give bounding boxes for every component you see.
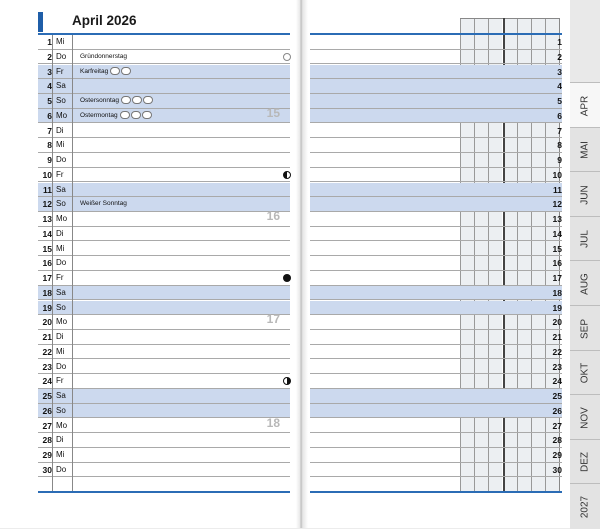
day-number: 9 bbox=[557, 155, 562, 165]
day-row[interactable] bbox=[38, 50, 290, 65]
notes-row[interactable] bbox=[310, 79, 562, 94]
day-number: 22 bbox=[42, 346, 52, 357]
region-badge bbox=[121, 96, 131, 104]
month-tab-label: SEP bbox=[579, 318, 591, 339]
day-number: 23 bbox=[42, 361, 52, 372]
day-row[interactable] bbox=[38, 79, 290, 94]
day-number: 30 bbox=[42, 464, 52, 475]
notes-row[interactable] bbox=[310, 183, 562, 198]
month-tab-apr[interactable] bbox=[570, 82, 600, 128]
number-divider bbox=[52, 35, 53, 492]
day-number: 24 bbox=[42, 376, 52, 387]
month-tab-label: NOV bbox=[579, 406, 591, 429]
month-tab-label: DEZ bbox=[579, 452, 591, 473]
notes-row[interactable] bbox=[310, 389, 562, 404]
notes-row[interactable] bbox=[310, 242, 562, 257]
weekday-label: Mo bbox=[56, 317, 68, 327]
notes-row[interactable] bbox=[310, 109, 562, 124]
day-number: 9 bbox=[47, 155, 52, 165]
day-row[interactable] bbox=[38, 197, 290, 212]
day-row[interactable] bbox=[38, 271, 290, 286]
region-badge bbox=[131, 111, 141, 119]
day-number: 21 bbox=[552, 332, 562, 342]
weekday-label: So bbox=[56, 302, 66, 312]
day-number: 8 bbox=[47, 140, 52, 151]
weekday-label: Sa bbox=[56, 184, 66, 194]
day-number: 15 bbox=[552, 243, 562, 254]
day-number: 2 bbox=[47, 51, 52, 62]
day-number: 25 bbox=[42, 391, 52, 401]
notes-row[interactable] bbox=[310, 301, 562, 316]
day-row[interactable] bbox=[38, 448, 290, 463]
notes-row[interactable] bbox=[310, 463, 562, 478]
notes-row[interactable] bbox=[310, 138, 562, 153]
day-row[interactable] bbox=[38, 463, 290, 478]
day-number: 16 bbox=[42, 258, 52, 269]
region-badge bbox=[121, 67, 131, 75]
day-number: 29 bbox=[42, 450, 52, 460]
weekday-label: Di bbox=[56, 435, 64, 445]
weekday-label: Do bbox=[56, 155, 67, 164]
day-number: 22 bbox=[552, 346, 562, 357]
day-row[interactable] bbox=[38, 209, 290, 227]
day-number: 26 bbox=[552, 405, 562, 416]
moon-phase-icon bbox=[283, 377, 291, 385]
notes-row[interactable] bbox=[310, 433, 562, 448]
day-number: 5 bbox=[557, 96, 562, 106]
day-number: 26 bbox=[42, 405, 52, 416]
day-number: 27 bbox=[42, 420, 52, 431]
day-number: 12 bbox=[552, 199, 562, 210]
day-number: 14 bbox=[552, 228, 562, 239]
notes-row[interactable] bbox=[310, 50, 562, 65]
region-badge bbox=[132, 96, 142, 104]
weekday-label: So bbox=[56, 199, 66, 209]
day-row[interactable] bbox=[38, 433, 290, 448]
day-row[interactable] bbox=[38, 168, 290, 183]
notes-row[interactable] bbox=[310, 286, 562, 301]
day-number: 1 bbox=[557, 37, 562, 47]
day-number: 11 bbox=[553, 184, 562, 195]
notes-row[interactable] bbox=[310, 212, 562, 227]
weekday-label: Di bbox=[56, 125, 64, 135]
day-number: 3 bbox=[47, 66, 52, 77]
month-tab-mai[interactable] bbox=[570, 127, 600, 173]
day-row[interactable] bbox=[38, 242, 290, 257]
holiday-region-badges bbox=[121, 94, 154, 109]
weekday-label: Do bbox=[56, 361, 67, 371]
month-tab-sep[interactable] bbox=[570, 305, 600, 351]
notes-row[interactable] bbox=[310, 360, 562, 375]
notes-row[interactable] bbox=[310, 35, 562, 50]
region-badge bbox=[110, 67, 120, 75]
month-tab-okt[interactable] bbox=[570, 350, 600, 396]
notes-row[interactable] bbox=[310, 256, 562, 271]
day-number: 17 bbox=[552, 273, 562, 283]
month-tab-jun[interactable] bbox=[570, 171, 600, 217]
weekday-label: Sa bbox=[56, 391, 66, 400]
month-tab-label: 2027 bbox=[579, 495, 591, 519]
month-tab-dez[interactable] bbox=[570, 439, 600, 485]
weekday-label: Di bbox=[56, 332, 64, 341]
notes-row[interactable] bbox=[310, 124, 562, 139]
day-number: 17 bbox=[42, 273, 52, 283]
day-number: 10 bbox=[552, 169, 562, 180]
day-number: 25 bbox=[552, 391, 562, 401]
month-tab-jul[interactable] bbox=[570, 216, 600, 262]
weekday-label: Mi bbox=[56, 346, 65, 356]
day-row[interactable] bbox=[38, 286, 290, 301]
day-number: 24 bbox=[552, 376, 562, 387]
day-number: 5 bbox=[47, 96, 52, 106]
notes-row[interactable] bbox=[310, 197, 562, 212]
day-number: 2 bbox=[557, 51, 562, 62]
day-row[interactable] bbox=[38, 124, 290, 139]
notes-row[interactable] bbox=[310, 168, 562, 183]
moon-phase-icon bbox=[283, 171, 291, 179]
day-number: 15 bbox=[42, 243, 52, 254]
month-tabs bbox=[570, 0, 600, 528]
notes-row[interactable] bbox=[310, 315, 562, 330]
day-number: 28 bbox=[552, 435, 562, 446]
weekday-label: Do bbox=[56, 464, 67, 474]
weekday-label: Fr bbox=[56, 273, 64, 282]
week-number: 18 bbox=[266, 415, 280, 430]
weekday-label: Di bbox=[56, 228, 64, 238]
day-number: 27 bbox=[552, 420, 562, 431]
region-badge bbox=[142, 111, 152, 119]
weekday-label: Mo bbox=[56, 420, 68, 430]
page-title: April 2026 bbox=[72, 13, 137, 28]
right-bottom-rule bbox=[310, 491, 562, 493]
month-tab-label: JUL bbox=[579, 230, 591, 249]
day-number: 13 bbox=[42, 214, 52, 224]
notes-row[interactable] bbox=[310, 153, 562, 168]
week-number: 17 bbox=[266, 312, 280, 327]
notes-row[interactable] bbox=[310, 65, 562, 80]
day-row[interactable] bbox=[38, 301, 290, 316]
day-number: 20 bbox=[42, 317, 52, 328]
day-number: 4 bbox=[47, 81, 52, 92]
weekday-label: Do bbox=[56, 51, 67, 61]
weekday-label: Mo bbox=[56, 214, 68, 223]
holiday-label bbox=[80, 109, 153, 124]
day-row[interactable] bbox=[38, 138, 290, 153]
holiday-label bbox=[80, 197, 127, 212]
day-number: 30 bbox=[552, 464, 562, 475]
notes-row[interactable] bbox=[310, 227, 562, 242]
day-number: 12 bbox=[42, 199, 52, 210]
holiday-text: Gründonnerstag bbox=[80, 52, 127, 60]
weekday-divider bbox=[72, 35, 73, 492]
weekday-label: Fr bbox=[56, 376, 64, 386]
day-number: 19 bbox=[42, 302, 52, 313]
day-number: 21 bbox=[42, 332, 52, 342]
day-row[interactable] bbox=[38, 404, 290, 419]
month-tab-label: MAI bbox=[579, 141, 591, 159]
weekday-label: Mi bbox=[56, 450, 65, 459]
day-row[interactable] bbox=[38, 389, 290, 404]
holiday-region-badges bbox=[120, 109, 153, 124]
grid-top bbox=[460, 18, 560, 19]
day-number: 13 bbox=[552, 214, 562, 224]
day-number: 7 bbox=[557, 125, 562, 136]
day-number: 19 bbox=[552, 302, 562, 313]
day-row[interactable] bbox=[38, 227, 290, 242]
month-tab-2027[interactable] bbox=[570, 483, 600, 529]
month-tab-nov[interactable] bbox=[570, 394, 600, 440]
notes-row[interactable] bbox=[310, 404, 562, 419]
week-number: 16 bbox=[266, 209, 280, 223]
day-number: 18 bbox=[552, 287, 562, 298]
day-row[interactable] bbox=[38, 330, 290, 345]
moon-phase-icon bbox=[283, 53, 291, 61]
weekday-label: So bbox=[56, 96, 66, 105]
day-row[interactable] bbox=[38, 183, 290, 198]
notes-row[interactable] bbox=[310, 419, 562, 434]
day-number: 8 bbox=[557, 140, 562, 151]
month-tab-label: APR bbox=[579, 95, 591, 116]
book-spine bbox=[296, 0, 308, 528]
notes-row[interactable] bbox=[310, 271, 562, 286]
day-row[interactable] bbox=[38, 65, 290, 80]
day-number: 16 bbox=[552, 258, 562, 269]
month-tab-label: OKT bbox=[579, 362, 591, 384]
day-row[interactable] bbox=[38, 256, 290, 271]
day-number: 4 bbox=[557, 81, 562, 92]
holiday-label bbox=[80, 65, 132, 80]
day-number: 14 bbox=[42, 228, 52, 239]
day-row[interactable] bbox=[38, 345, 290, 360]
notes-row[interactable] bbox=[310, 345, 562, 360]
region-badge bbox=[143, 96, 153, 104]
notes-row[interactable] bbox=[310, 330, 562, 345]
day-number: 11 bbox=[43, 184, 52, 195]
bottom-rule bbox=[38, 491, 290, 493]
weekday-label: Fr bbox=[56, 66, 64, 76]
holiday-text: Karfreitag bbox=[80, 67, 109, 75]
holiday-text: Ostersonntag bbox=[80, 97, 120, 104]
left-page bbox=[0, 0, 300, 528]
day-number: 6 bbox=[557, 110, 562, 121]
day-row[interactable] bbox=[38, 312, 290, 330]
day-row[interactable] bbox=[38, 35, 290, 50]
holiday-text: Weißer Sonntag bbox=[80, 200, 127, 208]
notes-row[interactable] bbox=[310, 374, 562, 389]
weekday-label: Fr bbox=[56, 169, 64, 179]
day-row[interactable] bbox=[38, 105, 290, 124]
day-number: 7 bbox=[47, 125, 52, 136]
day-row[interactable] bbox=[38, 360, 290, 375]
weekday-label: Mo bbox=[56, 110, 68, 120]
holiday-region-badges bbox=[110, 65, 132, 80]
day-row[interactable] bbox=[38, 415, 290, 434]
day-row[interactable] bbox=[38, 153, 290, 168]
region-badge bbox=[120, 111, 130, 119]
day-number: 6 bbox=[47, 110, 52, 121]
day-number: 29 bbox=[552, 450, 562, 460]
weekday-label: So bbox=[56, 405, 66, 415]
month-tab-label: JUN bbox=[579, 184, 591, 205]
day-number: 28 bbox=[42, 435, 52, 446]
day-number: 18 bbox=[42, 287, 52, 298]
day-number: 23 bbox=[552, 361, 562, 372]
day-number: 20 bbox=[552, 317, 562, 328]
day-number: 10 bbox=[42, 169, 52, 180]
month-tab-aug[interactable] bbox=[570, 260, 600, 306]
notes-row[interactable] bbox=[310, 94, 562, 109]
moon-phase-icon bbox=[283, 274, 291, 282]
holiday-label bbox=[80, 94, 154, 109]
day-row[interactable] bbox=[38, 374, 290, 389]
holiday-label bbox=[80, 50, 127, 65]
notes-row[interactable] bbox=[310, 448, 562, 463]
weekday-label: Mi bbox=[56, 37, 65, 46]
month-tab-label: AUG bbox=[579, 273, 591, 295]
header-accent-bar bbox=[38, 12, 43, 32]
week-number: 15 bbox=[266, 105, 280, 120]
weekday-label: Sa bbox=[56, 287, 66, 297]
holiday-text: Ostermontag bbox=[80, 111, 118, 119]
day-number: 3 bbox=[557, 66, 562, 77]
weekday-label: Sa bbox=[56, 81, 66, 91]
weekday-label: Do bbox=[56, 258, 67, 268]
day-row[interactable] bbox=[38, 94, 290, 109]
weekday-label: Mi bbox=[56, 243, 65, 253]
day-number: 1 bbox=[47, 37, 52, 47]
weekday-label: Mi bbox=[56, 140, 65, 150]
